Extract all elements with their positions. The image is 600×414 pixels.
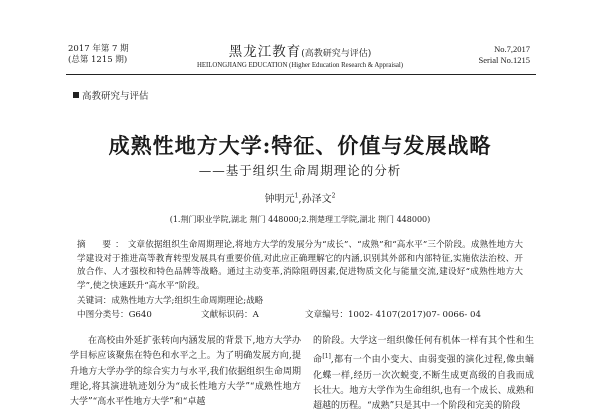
issue-info-en — [479, 44, 530, 66]
keywords — [77, 295, 523, 308]
column-tag — [73, 88, 149, 102]
author-name: 钟明元 — [264, 194, 295, 205]
author-name: 孙泽文 — [301, 194, 332, 205]
keywords-text: 成熟性地方大学;组织生命周期理论;战略 — [111, 296, 264, 306]
affiliations: (1.荆门职业学院,湖北 荆门 448000;2.荆楚理工学院,湖北 荆门 448000) — [169, 215, 431, 224]
body-column-left: 在高校由外延扩张转向内涵发展的背景下,地方大学办学目标应该聚焦在特色和水平之上。为了明确发展方向,提升地方大学办学的综合实力与水平,我们依据组织生命周期理论,将其演进轨迹划分为“成长性地方大学”“成熟性地方大学”“高水平性地方大学”和“卓越 — [70, 336, 301, 408]
authors — [0, 190, 600, 205]
abstract-text: 文章依据组织生命周期理论,将地方大学的发展分为“成长”、“成熟”和“高水平”三个阶段。成熟性地方大学建设对于推进高等教育转型发展具有重要价值,对此应正确理解它的内涵,识别其外部和内部特征,实施依法治校、开放合作、人才强校和特色品牌等战略。通过主动变革,消除阻碍因素,促进物质文化与能量交流,建设好“成熟性地方大学”,使之快速跃升“高水平”阶段。 — [77, 240, 523, 291]
square-bullet-icon — [73, 92, 79, 98]
abstract — [77, 239, 523, 293]
clc-number: 中图分类号：G640 — [77, 310, 152, 320]
keywords-label: 关键词： — [77, 296, 112, 306]
author-affil-mark: 1 — [294, 192, 299, 200]
issue-serial: (总第 1215 期) — [68, 55, 128, 65]
author-affil-mark: 2 — [331, 192, 336, 200]
issue-serial-en: Serial No.1215 — [478, 55, 530, 65]
article-number: 文章编号：1002- 4107(2017)07- 0066- 04 — [305, 310, 481, 320]
article-title: 成熟性地方大学:特征、价值与发展战略 — [108, 133, 492, 158]
journal-subtitle: (高教研究与评估) — [301, 49, 372, 59]
issue-number: 2017 年第 7 期 — [68, 44, 129, 54]
body-text: ,都有一个由小变大、由弱变强的演化过程,像虫蛹化蝶一样,经历一次次蜕变,不断生成更高级的自我而成长壮大。地方大学作为生命组织,也有一个成长、成熟和超越的历程。“成熟”只是其中一个阶段和完美的阶段 — [313, 355, 534, 412]
header-divider — [66, 74, 536, 75]
article-subtitle: ——基于组织生命周期理论的分析 — [198, 163, 402, 178]
column-tag-label: 高教研究与评估 — [82, 91, 149, 102]
abstract-label: 摘 要： — [77, 240, 128, 250]
document-code: 文献标识码：A — [201, 310, 259, 320]
classification-line — [77, 309, 537, 322]
body-column-right — [313, 334, 534, 412]
citation-mark: [1] — [322, 353, 331, 361]
issue-number-en: No.7,2017 — [494, 44, 530, 54]
journal-title-en: HEILONGJIANG EDUCATION (Higher Education Research & Appraisal) — [196, 62, 404, 69]
author-separator: , — [298, 194, 302, 205]
body-text: 的阶段。大学这一组织像任何有机体一样有其个性和生命 — [313, 336, 534, 366]
journal-name: 黑龙江教育 — [228, 44, 302, 60]
